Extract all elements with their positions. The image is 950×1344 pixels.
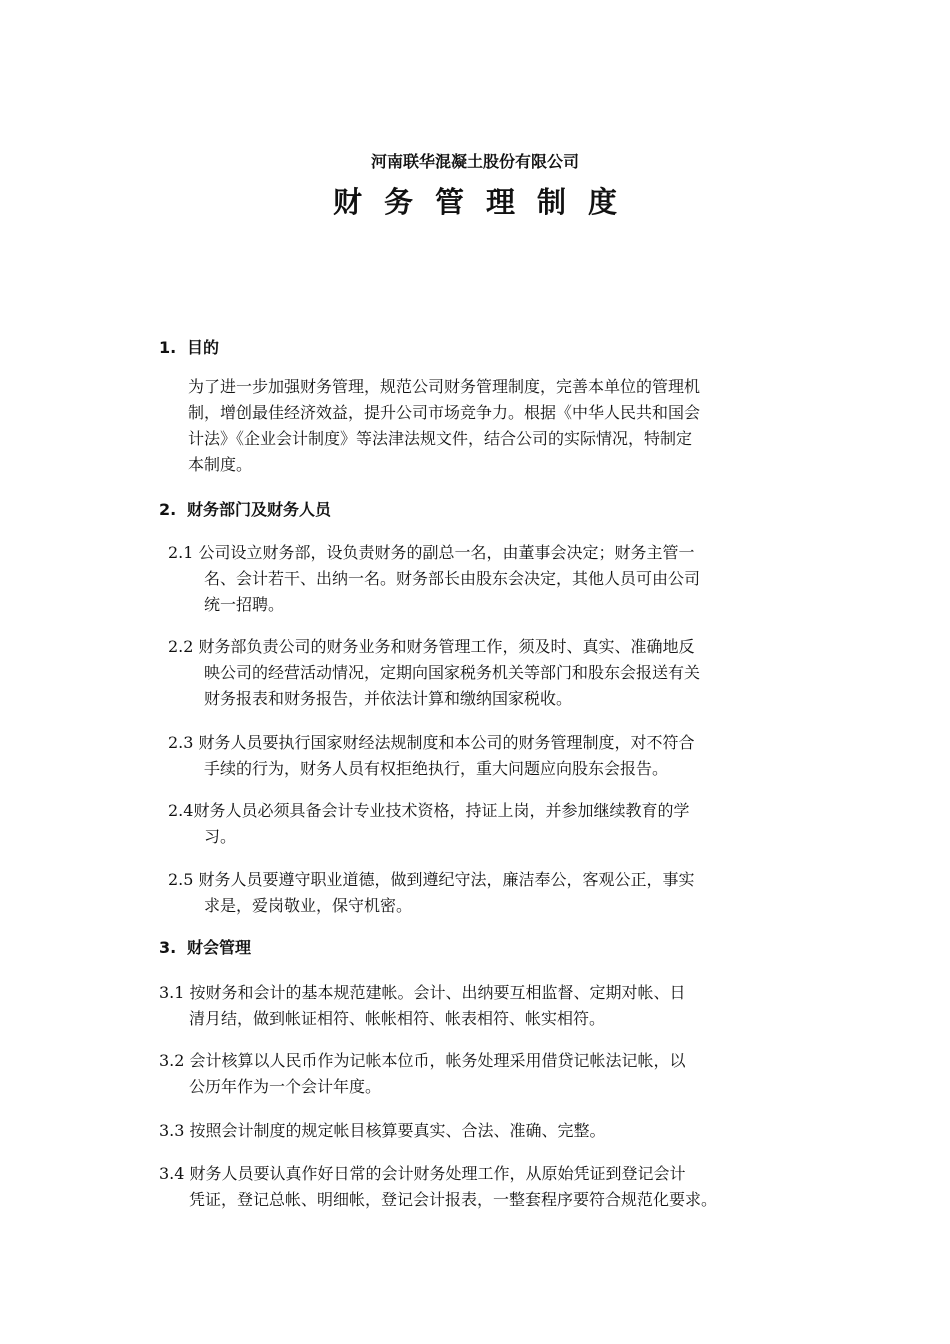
paragraph-line: 制，增创最佳经济效益，提升公司市场竞争力。根据《中华人民共和国会: [188, 403, 701, 422]
section-heading: [159, 936, 251, 960]
paragraph-line: 3.4 财务人员要认真作好日常的会计财务处理工作，从原始凭证到登记会计: [159, 1164, 686, 1183]
paragraph-line: 3.1 按财务和会计的基本规范建帐。会计、出纳要互相监督、定期对帐、日: [159, 983, 686, 1002]
section-title: 目的: [187, 338, 220, 357]
paragraph-line: 计法》《企业会计制度》等法津法规文件，结合公司的实际情况，特制定: [188, 429, 693, 448]
clause-2-2: [168, 634, 700, 712]
clause-3-2: [159, 1048, 686, 1100]
clause-2-3: [168, 730, 695, 782]
paragraph-line: 名、会计若干、出纳一名。财务部长由股东会决定，其他人员可由公司: [204, 569, 701, 588]
paragraph-line: 公历年作为一个会计年度。: [189, 1077, 382, 1096]
clause-3-1: [159, 980, 686, 1032]
clause-2-1: [168, 540, 700, 618]
paragraph-line: 统一招聘。: [204, 595, 285, 614]
paragraph-line: 凭证，登记总帐、明细帐，登记会计报表，一整套程序要符合规范化要求。: [189, 1190, 718, 1209]
section-heading: [159, 336, 219, 360]
paragraph-line: 清月结，做到帐证相符、帐帐相符、帐表相符、帐实相符。: [189, 1009, 606, 1028]
paragraph-line: 3.2 会计核算以人民币作为记帐本位币，帐务处理采用借贷记帐法记帐，以: [159, 1051, 686, 1070]
paragraph-line: 求是，爱岗敬业，保守机密。: [204, 896, 413, 915]
paragraph-line: 2.1 公司设立财务部，设负责财务的副总一名，由董事会决定；财务主管一: [168, 543, 695, 562]
paragraph-line: 2.2 财务部负责公司的财务业务和财务管理工作，须及时、真实、准确地反: [168, 637, 695, 656]
paragraph: [188, 374, 700, 478]
paragraph-line: 3.3 按照会计制度的规定帐目核算要真实、合法、准确、完整。: [159, 1121, 606, 1140]
paragraph-line: 2.4财务人员必须具备会计专业技术资格，持证上岗，并参加继续教育的学: [168, 801, 690, 820]
section-number: 1.: [159, 338, 177, 357]
section-number: 2.: [159, 500, 177, 519]
clause-3-3: [159, 1118, 606, 1144]
document-title: 财务管理制度: [332, 185, 639, 219]
paragraph-line: 2.3 财务人员要执行国家财经法规制度和本公司的财务管理制度，对不符合: [168, 733, 695, 752]
section-heading: [159, 498, 331, 522]
paragraph-line: 映公司的经营活动情况，定期向国家税务机关等部门和股东会报送有关: [204, 663, 701, 682]
section-title: 财务部门及财务人员: [187, 500, 332, 519]
paragraph-line: 本制度。: [188, 455, 253, 474]
paragraph-line: 财务报表和财务报告，并依法计算和缴纳国家税收。: [204, 689, 573, 708]
section-number: 3.: [159, 938, 177, 957]
section-title: 财会管理: [187, 938, 252, 957]
paragraph-line: 2.5 财务人员要遵守职业道德，做到遵纪守法，廉洁奉公，客观公正，事实: [168, 870, 695, 889]
clause-2-5: [168, 867, 695, 919]
paragraph-line: 习。: [204, 827, 237, 846]
clause-3-4: [159, 1161, 717, 1213]
paragraph-line: 手续的行为，财务人员有权拒绝执行，重大问题应向股东会报告。: [204, 759, 669, 778]
paragraph-line: 为了进一步加强财务管理，规范公司财务管理制度，完善本单位的管理机: [188, 377, 701, 396]
company-name: 河南联华混凝土股份有限公司: [370, 152, 579, 171]
clause-2-4: [168, 798, 689, 850]
